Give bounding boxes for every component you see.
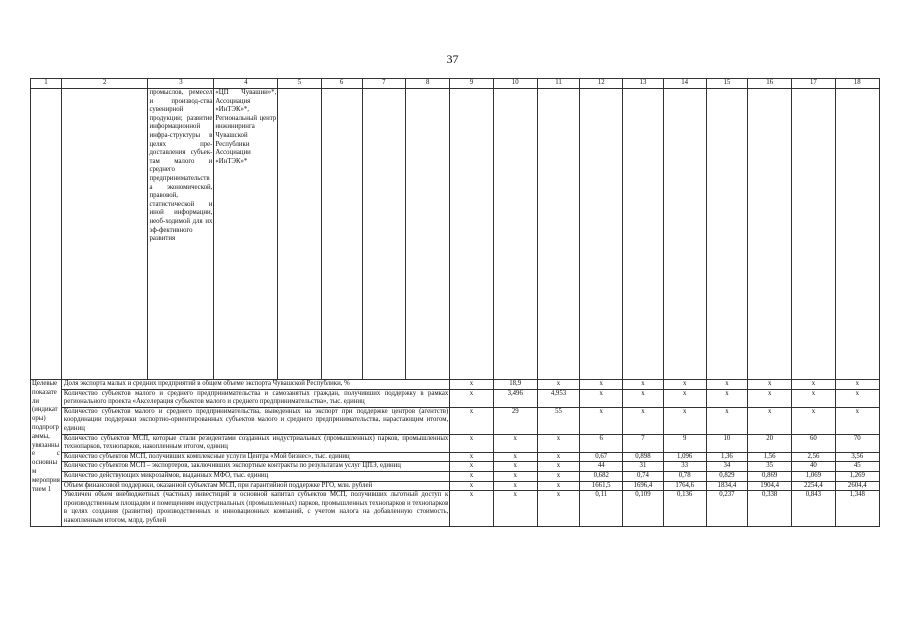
value-cell: x bbox=[663, 407, 706, 434]
value-cell: x bbox=[748, 380, 792, 390]
value-cell: 60 bbox=[792, 434, 835, 452]
value-cell: x bbox=[537, 462, 579, 472]
value-cell: 31 bbox=[623, 462, 663, 472]
value-cell: 1764,6 bbox=[663, 481, 706, 491]
value-cell: x bbox=[450, 481, 493, 491]
column-number-18: 18 bbox=[835, 79, 879, 89]
indicator-name: Количество субъектов МСП – экспортеров, заключивших экспортные контракты по результатам услуг ЦПЭ, единиц bbox=[61, 462, 449, 472]
cont-cell-16 bbox=[748, 89, 792, 380]
column-number-1: 1 bbox=[31, 79, 62, 89]
value-cell: 0,237 bbox=[706, 491, 747, 526]
value-cell: x bbox=[450, 452, 493, 462]
value-cell: 4,953 bbox=[537, 389, 579, 407]
table-row bbox=[31, 481, 880, 491]
indicator-name: Количество субъектов малого и среднего предпринимательства и самозанятых граждан, получивших поддержку в рамках регионального проекта «Акселерация субъектов малого и среднего предпринимательства», тыс. единиц bbox=[61, 389, 449, 407]
column-number-3: 3 bbox=[148, 79, 214, 89]
value-cell: x bbox=[450, 380, 493, 390]
cont-cell-8 bbox=[406, 89, 450, 380]
value-cell: x bbox=[537, 434, 579, 452]
cont-cell-14 bbox=[663, 89, 706, 380]
table-row bbox=[31, 407, 880, 434]
value-cell: 55 bbox=[537, 407, 579, 434]
cont-cell-6 bbox=[321, 89, 362, 380]
value-cell: 0,78 bbox=[663, 471, 706, 481]
cont-cell-7 bbox=[362, 89, 405, 380]
value-cell: 0,869 bbox=[748, 471, 792, 481]
indicator-name: Количество субъектов МСП, получивших комплексные услуги Центра «Мой бизнес», тыс. единиц bbox=[61, 452, 449, 462]
indicator-name: Количество субъектов МСП, которые стали резидентами созданных индустриальных (промышленных) парков, промышленных технопарков, технопарков, накопленным итогом, единиц bbox=[61, 434, 449, 452]
column-number-4: 4 bbox=[214, 79, 278, 89]
value-cell: 3,496 bbox=[493, 389, 537, 407]
value-cell: x bbox=[792, 407, 835, 434]
indicator-name: Увеличен объем внебюджетных (частных) инвестиций в основной капитал субъектов МСП, получивших льготный доступ к производственным площадям и помещениям индустриальных (промышленных) парков, промышленных технопарков и технопарков в целях создания (развития) производственных и инновационных компаний, с учетом налога на добавленную стоимость, накопленным итогом, млрд. рублей bbox=[61, 491, 449, 526]
value-cell: x bbox=[623, 389, 663, 407]
cont-cell-1 bbox=[31, 89, 62, 380]
value-cell: x bbox=[450, 434, 493, 452]
value-cell: x bbox=[706, 407, 747, 434]
cont-cell-13 bbox=[623, 89, 663, 380]
value-cell: x bbox=[748, 389, 792, 407]
value-cell: 1,096 bbox=[663, 452, 706, 462]
value-cell: 20 bbox=[748, 434, 792, 452]
column-number-9: 9 bbox=[450, 79, 493, 89]
cont-cell-3-text: промыслов, ремесел и производ-ства сувенирной продукции; развитие информационной инфра-структуры в целях пре-доставления субъек-там малого и среднего предпринимательства экономической, правовой, статистической и иной информации, необ-ходимой для их эф-фективного развития bbox=[148, 89, 214, 380]
value-cell: 2,56 bbox=[792, 452, 835, 462]
value-cell: x bbox=[537, 452, 579, 462]
table-row bbox=[31, 434, 880, 452]
value-cell: 2604,4 bbox=[835, 481, 879, 491]
value-cell: 45 bbox=[835, 462, 879, 472]
cont-cell-2 bbox=[61, 89, 148, 380]
cont-cell-11 bbox=[537, 89, 579, 380]
value-cell: 3,56 bbox=[835, 452, 879, 462]
column-number-7: 7 bbox=[362, 79, 405, 89]
value-cell: x bbox=[537, 380, 579, 390]
value-cell: 0,67 bbox=[580, 452, 623, 462]
value-cell: 18,9 bbox=[493, 380, 537, 390]
value-cell: x bbox=[493, 452, 537, 462]
table-row bbox=[31, 389, 880, 407]
value-cell: 9 bbox=[663, 434, 706, 452]
value-cell: 1904,4 bbox=[748, 481, 792, 491]
value-cell: x bbox=[706, 389, 747, 407]
value-cell: 7 bbox=[623, 434, 663, 452]
column-number-11: 11 bbox=[537, 79, 579, 89]
value-cell: x bbox=[537, 481, 579, 491]
value-cell: x bbox=[706, 380, 747, 390]
value-cell: 0,829 bbox=[706, 471, 747, 481]
column-number-15: 15 bbox=[706, 79, 747, 89]
value-cell: x bbox=[493, 491, 537, 526]
value-cell: x bbox=[450, 491, 493, 526]
section-label: Целевые показатели (индикаторы) подпрограммы, увязанные с основным мероприятием 1 bbox=[31, 380, 62, 527]
table-row bbox=[31, 452, 880, 462]
value-cell: 0,136 bbox=[663, 491, 706, 526]
value-cell: 0,843 bbox=[792, 491, 835, 526]
value-cell: 0,338 bbox=[748, 491, 792, 526]
value-cell: x bbox=[450, 462, 493, 472]
value-cell: 0,898 bbox=[623, 452, 663, 462]
value-cell: 6 bbox=[580, 434, 623, 452]
value-cell: x bbox=[493, 481, 537, 491]
value-cell: 0,11 bbox=[580, 491, 623, 526]
cont-cell-9 bbox=[450, 89, 493, 380]
column-number-16: 16 bbox=[748, 79, 792, 89]
value-cell: x bbox=[537, 491, 579, 526]
value-cell: x bbox=[493, 434, 537, 452]
value-cell: 10 bbox=[706, 434, 747, 452]
value-cell: 70 bbox=[835, 434, 879, 452]
value-cell: x bbox=[748, 407, 792, 434]
value-cell: 1,56 bbox=[748, 452, 792, 462]
column-number-row bbox=[31, 79, 880, 89]
value-cell: x bbox=[580, 389, 623, 407]
table-row bbox=[31, 471, 880, 481]
value-cell: 2254,4 bbox=[792, 481, 835, 491]
value-cell: 29 bbox=[493, 407, 537, 434]
value-cell: 1,269 bbox=[835, 471, 879, 481]
value-cell: 1661,5 bbox=[580, 481, 623, 491]
value-cell: x bbox=[623, 380, 663, 390]
cont-cell-5 bbox=[278, 89, 321, 380]
value-cell: 40 bbox=[792, 462, 835, 472]
value-cell: x bbox=[663, 389, 706, 407]
page-number: 37 bbox=[446, 52, 459, 66]
column-number-14: 14 bbox=[663, 79, 706, 89]
value-cell: 33 bbox=[663, 462, 706, 472]
column-number-17: 17 bbox=[792, 79, 835, 89]
value-cell: x bbox=[792, 380, 835, 390]
value-cell: 1,069 bbox=[792, 471, 835, 481]
table-row bbox=[31, 380, 880, 390]
cont-cell-10 bbox=[493, 89, 537, 380]
value-cell: x bbox=[835, 380, 879, 390]
value-cell: 1,348 bbox=[835, 491, 879, 526]
value-cell: 0,74 bbox=[623, 471, 663, 481]
value-cell: x bbox=[623, 407, 663, 434]
column-number-5: 5 bbox=[278, 79, 321, 89]
indicator-name: Количество действующих микрозаймов, выданных МФО, тыс. единиц bbox=[61, 471, 449, 481]
value-cell: x bbox=[493, 462, 537, 472]
column-number-13: 13 bbox=[623, 79, 663, 89]
value-cell: 1696,4 bbox=[623, 481, 663, 491]
indicator-name: Доля экспорта малых и средних предприятий в общем объеме экспорта Чувашской Республики, % bbox=[61, 380, 449, 390]
value-cell: 44 bbox=[580, 462, 623, 472]
value-cell: x bbox=[835, 389, 879, 407]
indicators-table bbox=[30, 78, 880, 527]
cont-cell-12 bbox=[580, 89, 623, 380]
value-cell: 1834,4 bbox=[706, 481, 747, 491]
table-row bbox=[31, 462, 880, 472]
indicator-name: Количество субъектов малого и среднего предпринимательства, выведенных на экспорт при поддержке центров (агентств) координации поддержки экспортно-ориентированных субъектов малого и среднего предпринимательства, нарастающим итогом, единиц bbox=[61, 407, 449, 434]
value-cell: x bbox=[663, 380, 706, 390]
column-number-2: 2 bbox=[61, 79, 148, 89]
column-number-6: 6 bbox=[321, 79, 362, 89]
value-cell: x bbox=[493, 471, 537, 481]
value-cell: 34 bbox=[706, 462, 747, 472]
value-cell: x bbox=[580, 407, 623, 434]
column-number-10: 10 bbox=[493, 79, 537, 89]
value-cell: x bbox=[450, 389, 493, 407]
cont-cell-15 bbox=[706, 89, 747, 380]
value-cell: x bbox=[580, 380, 623, 390]
column-number-8: 8 bbox=[406, 79, 450, 89]
value-cell: 0,682 bbox=[580, 471, 623, 481]
value-cell: x bbox=[792, 389, 835, 407]
value-cell: x bbox=[450, 471, 493, 481]
value-cell: 35 bbox=[748, 462, 792, 472]
value-cell: 0,109 bbox=[623, 491, 663, 526]
value-cell: x bbox=[835, 407, 879, 434]
value-cell: x bbox=[537, 471, 579, 481]
value-cell: 1,36 bbox=[706, 452, 747, 462]
cont-cell-18 bbox=[835, 89, 879, 380]
cont-cell-17 bbox=[792, 89, 835, 380]
cont-cell-4-executors: «ЦП Чувашии»*, Ассоциация «ИнТЭК»*, Региональный центр инжиниринга Чувашской Республики Ассоциации «ИнТЭК»* bbox=[214, 89, 278, 380]
value-cell: x bbox=[450, 407, 493, 434]
column-number-12: 12 bbox=[580, 79, 623, 89]
continuation-row bbox=[31, 89, 880, 380]
table-row bbox=[31, 491, 880, 526]
indicator-name: Объем финансовой поддержки, оказанной субъектам МСП, при гарантийной поддержке РГО, млн. рублей bbox=[61, 481, 449, 491]
